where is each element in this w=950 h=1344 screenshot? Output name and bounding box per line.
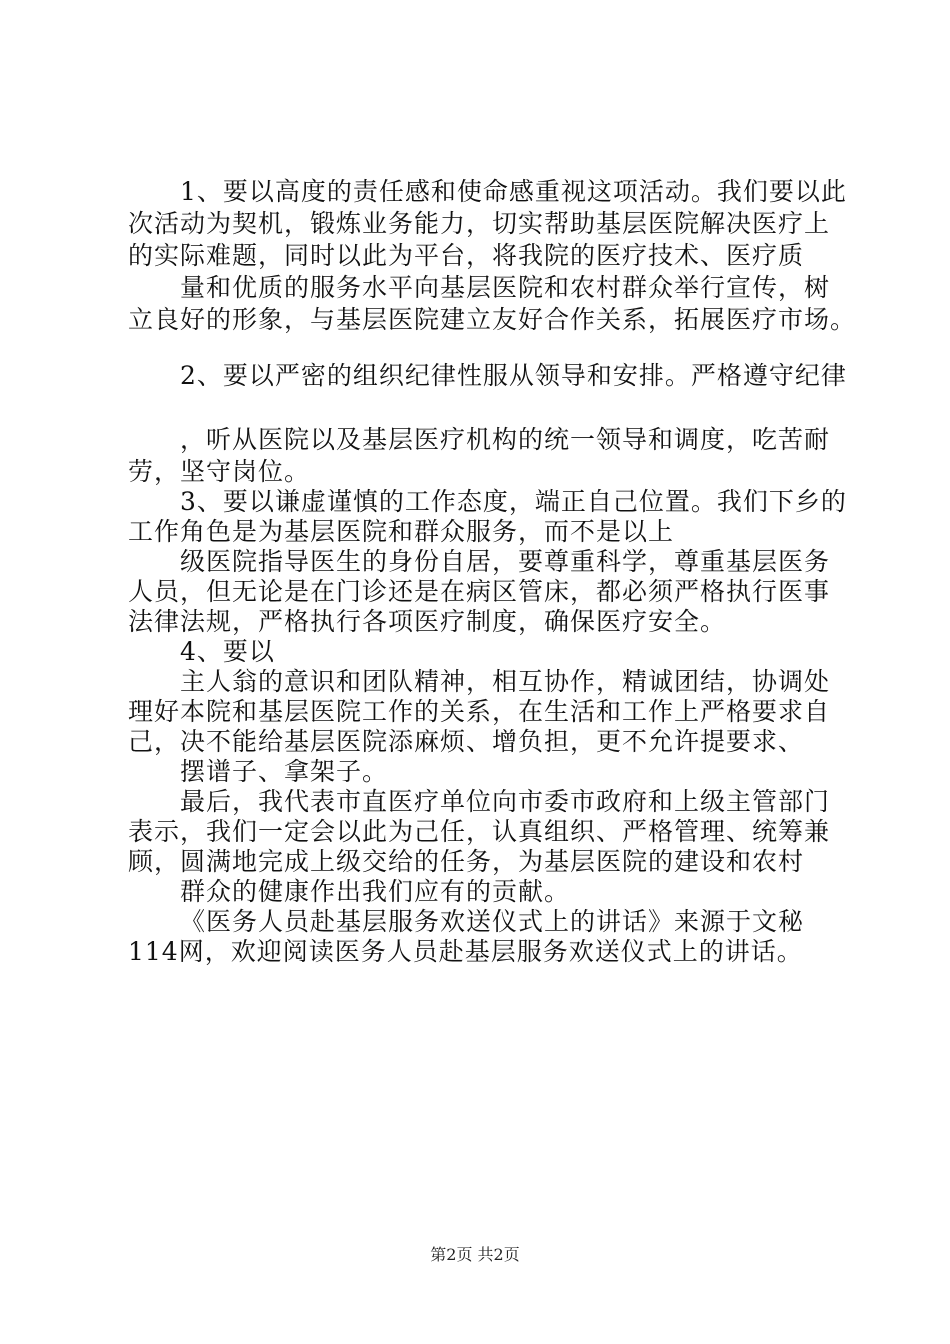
text-line: 1、要以高度的责任感和使命感重视这项活动。我们要以此: [180, 177, 847, 206]
text-line: 级医院指导医生的身份自居，要尊重科学，尊重基层医务: [180, 547, 831, 576]
text-line: 理好本院和基层医院工作的关系，在生活和工作上严格要求自: [128, 697, 831, 726]
text-line: 2、要以严密的组织纪律性服从领导和安排。严格遵守纪律: [180, 361, 847, 390]
text-line: 次活动为契机，锻炼业务能力，切实帮助基层医院解决医疗上: [128, 209, 831, 238]
text-line: 顾，圆满地完成上级交给的任务，为基层医院的建设和农村: [128, 847, 805, 876]
text-line: 己，决不能给基层医院添麻烦、增负担，更不允许提要求、: [128, 727, 805, 756]
text-line: 主人翁的意识和团队精神，相互协作，精诚团结，协调处: [180, 667, 831, 696]
text-line: 的实际难题，同时以此为平台，将我院的医疗技术、医疗质: [128, 241, 805, 270]
text-line: 群众的健康作出我们应有的贡献。: [180, 877, 571, 906]
text-line: 劳，坚守岗位。: [128, 457, 311, 486]
text-line: 人员，但无论是在门诊还是在病区管床，都必须严格执行医事: [128, 577, 831, 606]
text-line: 《医务人员赴基层服务欢送仪式上的讲话》来源于文秘: [180, 907, 805, 936]
text-line: 4、要以: [180, 637, 275, 666]
text-line: 3、要以谦虚谨慎的工作态度，端正自己位置。我们下乡的: [180, 487, 847, 516]
page-number-footer: 第2页 共2页: [430, 1245, 520, 1264]
text-line: 表示，我们一定会以此为己任，认真组织、严格管理、统筹兼: [128, 817, 831, 846]
text-line: 114网，欢迎阅读医务人员赴基层服务欢送仪式上的讲话。: [128, 937, 803, 966]
text-line: 工作角色是为基层医院和群众服务，而不是以上: [128, 517, 675, 546]
text-line: ，听从医院以及基层医疗机构的统一领导和调度，吃苦耐: [180, 425, 831, 454]
text-line: 最后，我代表市直医疗单位向市委市政府和上级主管部门: [180, 787, 831, 816]
text-line: 摆谱子、拿架子。: [180, 757, 389, 786]
text-line: 法律法规，严格执行各项医疗制度，确保医疗安全。: [128, 607, 727, 636]
text-line: 立良好的形象，与基层医院建立友好合作关系，拓展医疗市场。: [128, 305, 857, 334]
text-line: 量和优质的服务水平向基层医院和农村群众举行宣传，树: [180, 273, 831, 302]
